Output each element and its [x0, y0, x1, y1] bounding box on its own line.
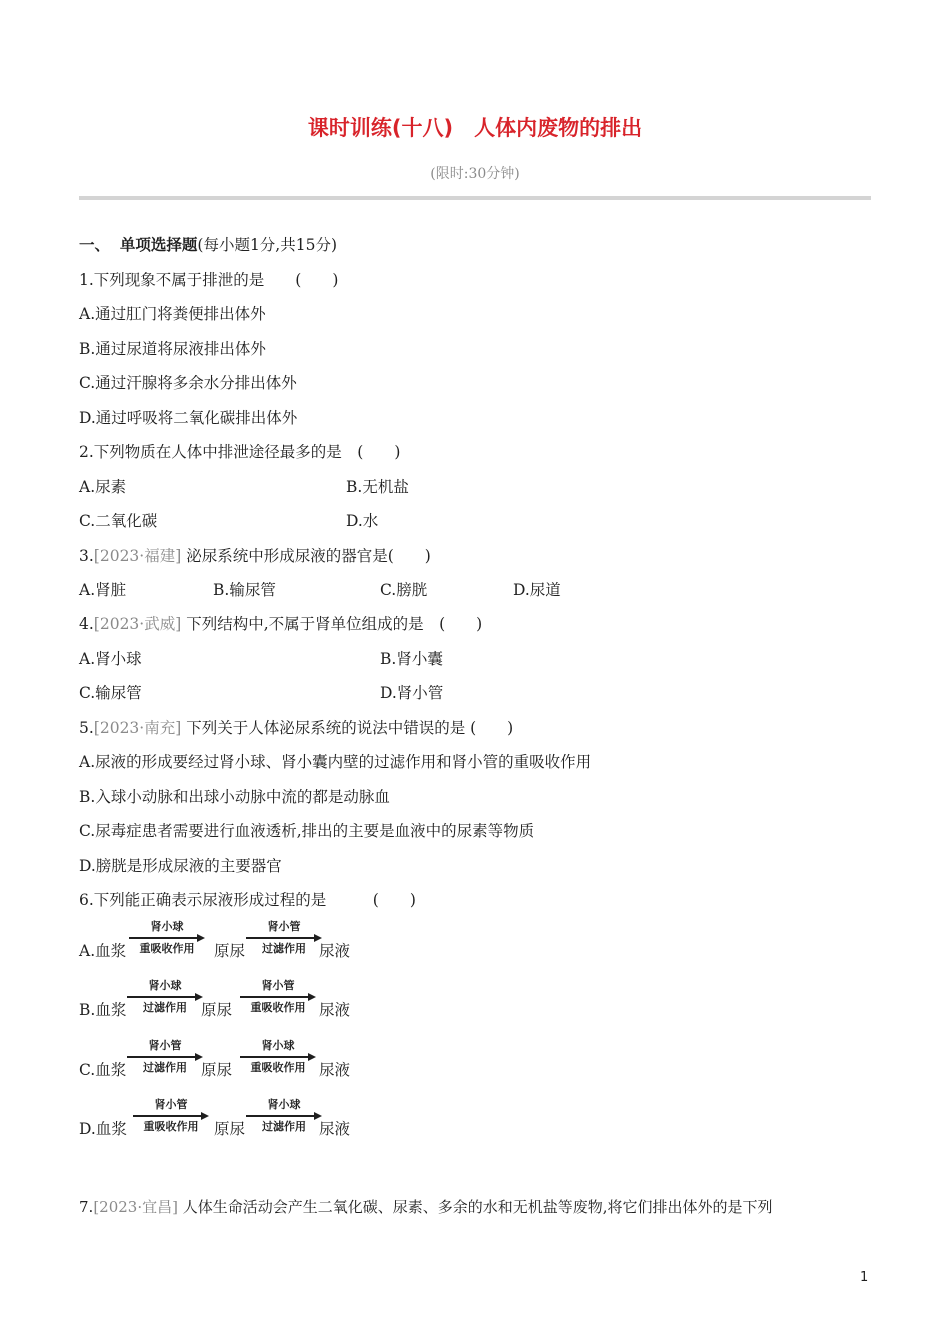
- question-3-text: 泌尿系统中形成尿液的器官是( ): [181, 547, 431, 565]
- section-note: (每小题1分,共15分): [197, 236, 337, 254]
- option-letter: C.: [79, 1061, 96, 1079]
- question-5-option-b: B.入球小动脉和出球小动脉中流的都是动脉血: [79, 788, 390, 806]
- blood-plasma-label: 血浆: [95, 1120, 127, 1138]
- question-7-source: [2023·宜昌]: [93, 1198, 178, 1216]
- question-5-number: 5.: [79, 719, 94, 737]
- question-6-option-a-end: 尿液: [319, 942, 351, 960]
- arrow-top-label: 肾小球: [261, 1039, 295, 1052]
- question-7-number: 7.: [79, 1198, 94, 1216]
- question-2-option-c: C.二氧化碳: [79, 512, 158, 530]
- question-1-option-b: B.通过尿道将尿液排出体外: [79, 340, 266, 358]
- arrow-head-icon: [308, 993, 316, 1001]
- question-6-option-d-arrow-1: [133, 1098, 209, 1138]
- arrow-bottom-label: 重吸收作用: [139, 942, 195, 955]
- question-5-text: 下列关于人体泌尿系统的说法中错误的是 ( ): [181, 719, 514, 737]
- question-6-option-b-arrow-2: [240, 979, 316, 1019]
- question-5-source: [2023·南充]: [93, 719, 182, 737]
- header-divider: [79, 196, 871, 200]
- arrow-bottom-label: 重吸收作用: [250, 1061, 306, 1074]
- question-3-source: [2023·福建]: [93, 547, 182, 565]
- arrow-shaft: [127, 1056, 197, 1058]
- question-6-option-c-end: 尿液: [319, 1061, 351, 1079]
- arrow-shaft: [240, 996, 310, 998]
- arrow-shaft: [127, 996, 197, 998]
- question-6-option-a-arrow-1: [129, 920, 205, 960]
- question-3-number: 3.: [79, 547, 94, 565]
- option-letter: D.: [79, 1120, 96, 1138]
- arrow-top-label: 肾小球: [150, 920, 184, 933]
- question-6-option-c-arrow-1: [127, 1039, 203, 1079]
- page-title: 课时训练(十八) 人体内废物的排出: [307, 116, 643, 140]
- question-6-option-a-mid: 原尿: [214, 942, 246, 960]
- question-2-option-a: A.尿素: [79, 478, 127, 496]
- question-6-option-b-mid: 原尿: [201, 1001, 233, 1019]
- blood-plasma-label: 血浆: [95, 942, 127, 960]
- arrow-bottom-label: 过滤作用: [262, 1120, 306, 1133]
- time-limit: (限时:30分钟): [430, 166, 520, 182]
- question-1-option-a: A.通过肛门将粪便排出体外: [79, 305, 266, 323]
- arrow-top-label: 肾小球: [148, 979, 182, 992]
- arrow-shaft: [246, 937, 316, 939]
- arrow-bottom-label: 重吸收作用: [143, 1120, 199, 1133]
- arrow-head-icon: [201, 1112, 209, 1120]
- arrow-top-label: 肾小管: [148, 1039, 182, 1052]
- blood-plasma-label: 血浆: [95, 1001, 127, 1019]
- question-4-number: 4.: [79, 615, 94, 633]
- arrow-top-label: 肾小管: [154, 1098, 188, 1111]
- question-6-option-b-start: [79, 998, 126, 1022]
- question-4-source: [2023·武威]: [93, 615, 182, 633]
- question-6-option-b-arrow-1: [127, 979, 203, 1019]
- section-title: 单项选择题: [119, 236, 198, 254]
- arrow-head-icon: [308, 1053, 316, 1061]
- question-3-stem: [79, 544, 431, 568]
- question-4-option-b: B.肾小囊: [380, 650, 443, 668]
- arrow-top-label: 肾小管: [267, 920, 301, 933]
- question-6-option-d-end: 尿液: [319, 1120, 351, 1138]
- question-6-option-a-arrow-2: [246, 920, 322, 960]
- question-5-option-c: C.尿毒症患者需要进行血液透析,排出的主要是血液中的尿素等物质: [79, 822, 535, 840]
- question-6-option-c-start: [79, 1058, 126, 1082]
- page-number: 1: [860, 1270, 869, 1285]
- question-7-text: 人体生命活动会产生二氧化碳、尿素、多余的水和无机盐等废物,将它们排出体外的是下列: [177, 1198, 773, 1216]
- section-number: 一、: [79, 236, 111, 254]
- arrow-top-label: 肾小管: [261, 979, 295, 992]
- option-letter: B.: [79, 1001, 96, 1019]
- question-2-option-d: D.水: [346, 512, 379, 530]
- question-2-option-b: B.无机盐: [346, 478, 409, 496]
- question-6-stem: 6.下列能正确表示尿液形成过程的是 ( ): [79, 891, 416, 909]
- question-3-option-a: A.肾脏: [79, 581, 127, 599]
- question-6-option-c-arrow-2: [240, 1039, 316, 1079]
- question-4-option-c: C.输尿管: [79, 684, 142, 702]
- question-1-option-c: C.通过汗腺将多余水分排出体外: [79, 374, 297, 392]
- arrow-shaft: [133, 1115, 203, 1117]
- question-3-option-d: D.尿道: [513, 581, 561, 599]
- question-6-option-c-mid: 原尿: [201, 1061, 233, 1079]
- question-7-stem: [79, 1195, 773, 1219]
- question-3-option-b: B.输尿管: [213, 581, 276, 599]
- arrow-bottom-label: 重吸收作用: [250, 1001, 306, 1014]
- question-4-text: 下列结构中,不属于肾单位组成的是 ( ): [181, 615, 483, 633]
- arrow-shaft: [246, 1115, 316, 1117]
- section-heading: [79, 233, 337, 257]
- question-3-option-c: C.膀胱: [380, 581, 428, 599]
- arrow-bottom-label: 过滤作用: [262, 942, 306, 955]
- question-6-option-a-start: [79, 939, 126, 963]
- question-6-option-d-arrow-2: [246, 1098, 322, 1138]
- question-5-stem: [79, 716, 513, 740]
- blood-plasma-label: 血浆: [95, 1061, 127, 1079]
- question-4-option-d: D.肾小管: [380, 684, 444, 702]
- question-6-option-d-mid: 原尿: [214, 1120, 246, 1138]
- arrow-head-icon: [197, 934, 205, 942]
- question-4-stem: [79, 612, 482, 636]
- question-6-option-b-end: 尿液: [319, 1001, 351, 1019]
- arrow-bottom-label: 过滤作用: [143, 1061, 187, 1074]
- arrow-bottom-label: 过滤作用: [143, 1001, 187, 1014]
- question-1-stem: 1.下列现象不属于排泄的是 ( ): [79, 271, 339, 289]
- arrow-top-label: 肾小球: [267, 1098, 301, 1111]
- question-2-stem: 2.下列物质在人体中排泄途径最多的是 ( ): [79, 443, 401, 461]
- option-letter: A.: [79, 942, 96, 960]
- question-5-option-d: D.膀胱是形成尿液的主要器官: [79, 857, 282, 875]
- question-6-option-d-start: [79, 1117, 127, 1141]
- arrow-shaft: [240, 1056, 310, 1058]
- question-4-option-a: A.肾小球: [79, 650, 142, 668]
- arrow-shaft: [129, 937, 199, 939]
- question-5-option-a: A.尿液的形成要经过肾小球、肾小囊内壁的过滤作用和肾小管的重吸收作用: [79, 753, 592, 771]
- question-1-option-d: D.通过呼吸将二氧化碳排出体外: [79, 409, 298, 427]
